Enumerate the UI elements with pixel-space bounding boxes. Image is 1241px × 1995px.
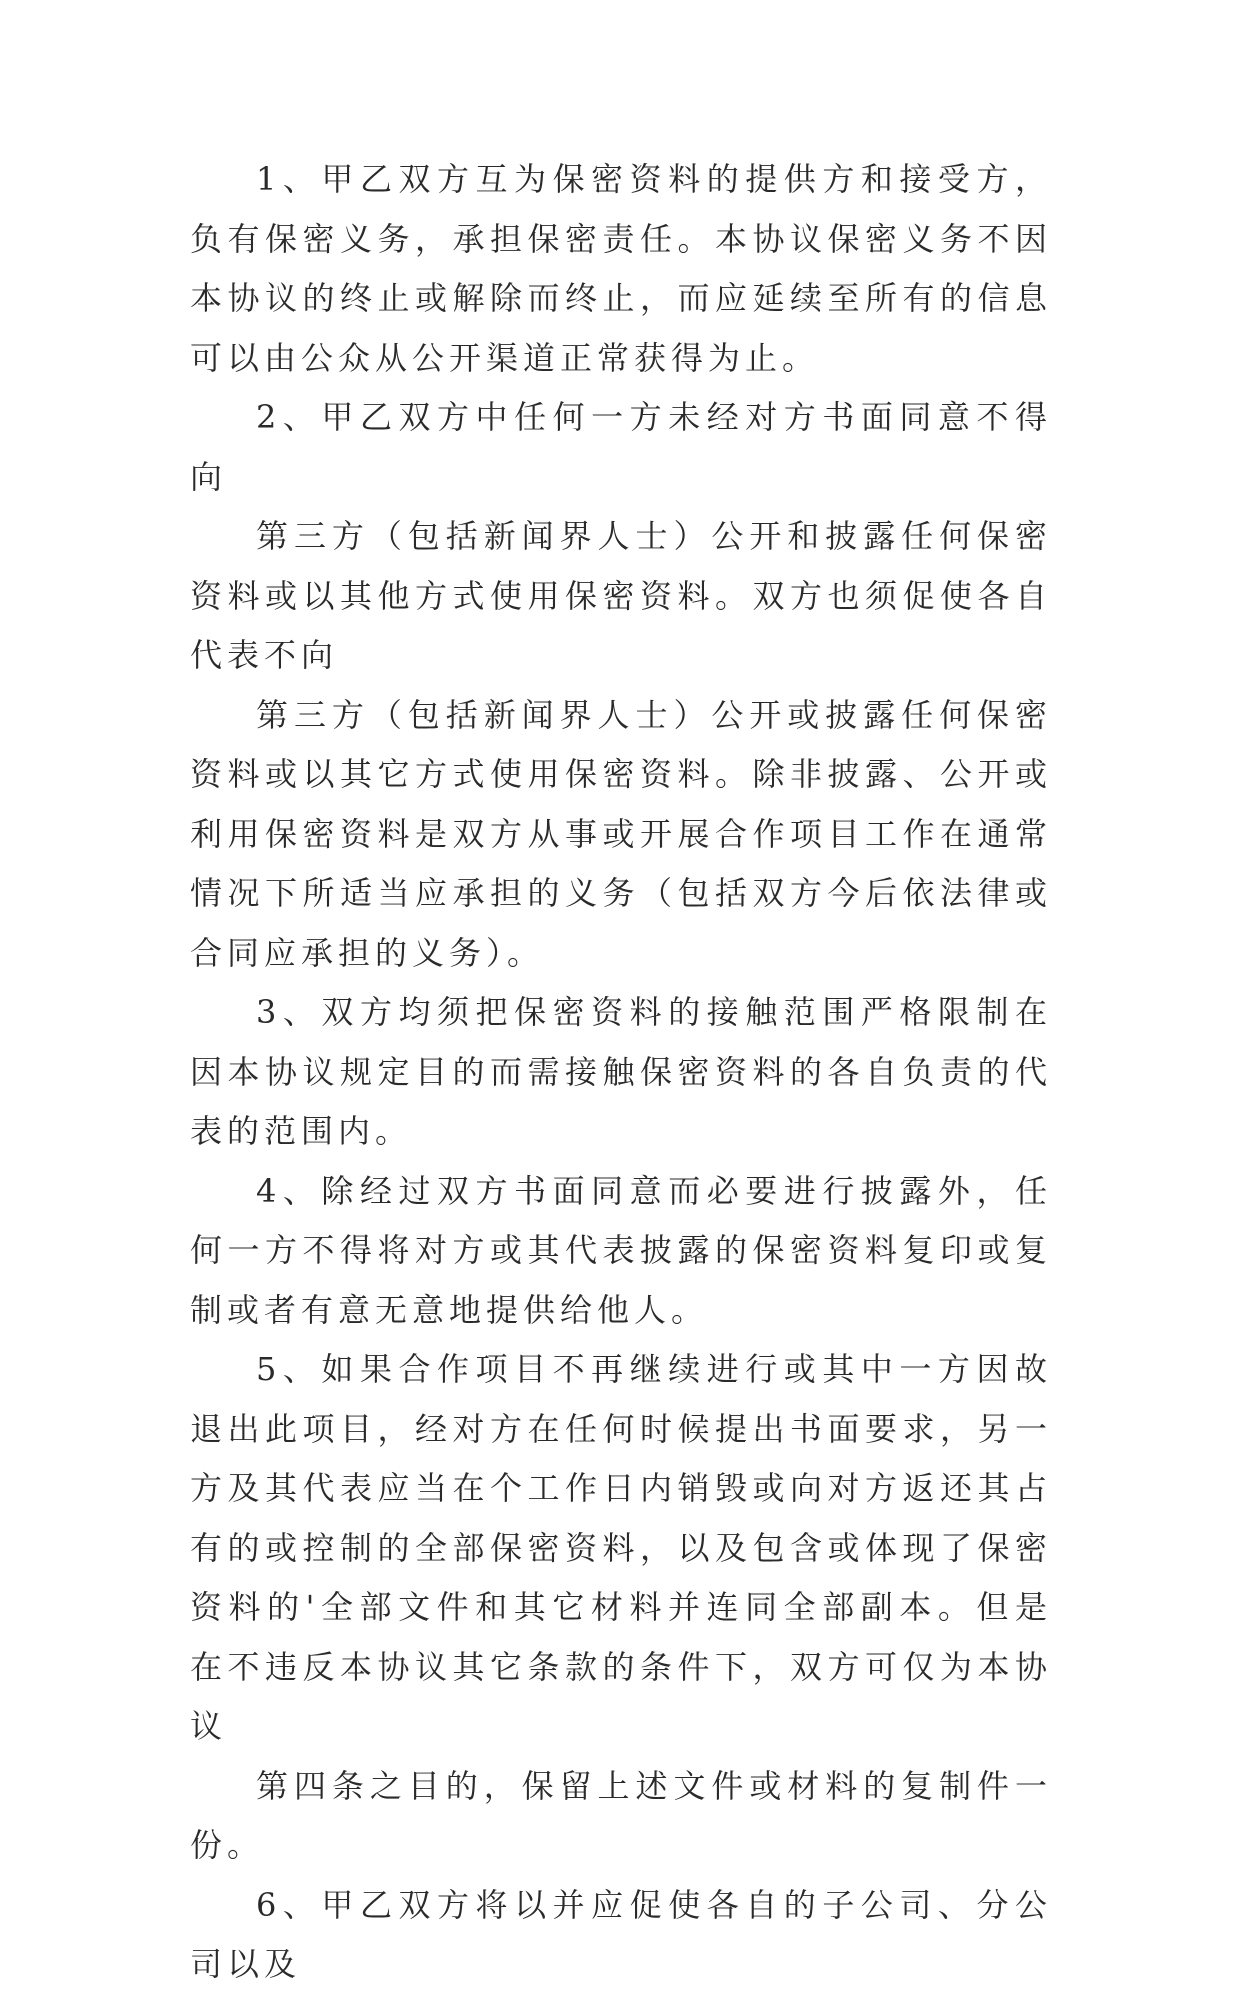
paragraph-clause-6: 6、甲乙双方将以并应促使各自的子公司、分公司以及	[190, 1885, 1052, 1983]
paragraph-clause-3: 3、双方均须把保密资料的接触范围严格限制在因本协议规定目的而需接触保密资料的各自负责的代表的范围内。	[190, 993, 1052, 1150]
document-body	[190, 150, 1052, 1995]
paragraph-clause-2-third-party: 第三方（包括新闻界人士）公开或披露任何保密资料或以其它方式使用保密资料。除非披露、公开或利用保密资料是双方从事或开展合作项目工作在通常情况下所适当应承担的义务（包括双方今后依法律或合同应承担的义务）。	[190, 695, 1052, 972]
paragraph-clause-2: 2、甲乙双方中任何一方未经对方书面同意不得向	[190, 398, 1052, 496]
paragraph-clause-2-continued: 第三方（包括新闻界人士）公开和披露任何保密资料或以其他方式使用保密资料。双方也须促使各自代表不向	[190, 517, 1052, 674]
paragraph-clause-1: 1、甲乙双方互为保密资料的提供方和接受方，负有保密义务，承担保密责任。本协议保密义务不因本协议的终止或解除而终止，而应延续至所有的信息可以由公众从公开渠道正常获得为止。	[190, 160, 1052, 377]
paragraph-clause-5: 5、如果合作项目不再继续进行或其中一方因故退出此项目，经对方在任何时候提出书面要求，另一方及其代表应当在个工作日内销毁或向对方返还其占有的或控制的全部保密资料，以及包含或体现了保密资料的'全部文件和其它材料并连同全部副本。但是在不违反本协议其它条款的条件下，双方可仅为本协议	[190, 1350, 1052, 1745]
paragraph-clause-4: 4、除经过双方书面同意而必要进行披露外，任何一方不得将对方或其代表披露的保密资料复印或复制或者有意无意地提供给他人。	[190, 1171, 1052, 1329]
paragraph-clause-5-continued: 第四条之目的，保留上述文件或材料的复制件一份。	[190, 1766, 1052, 1864]
